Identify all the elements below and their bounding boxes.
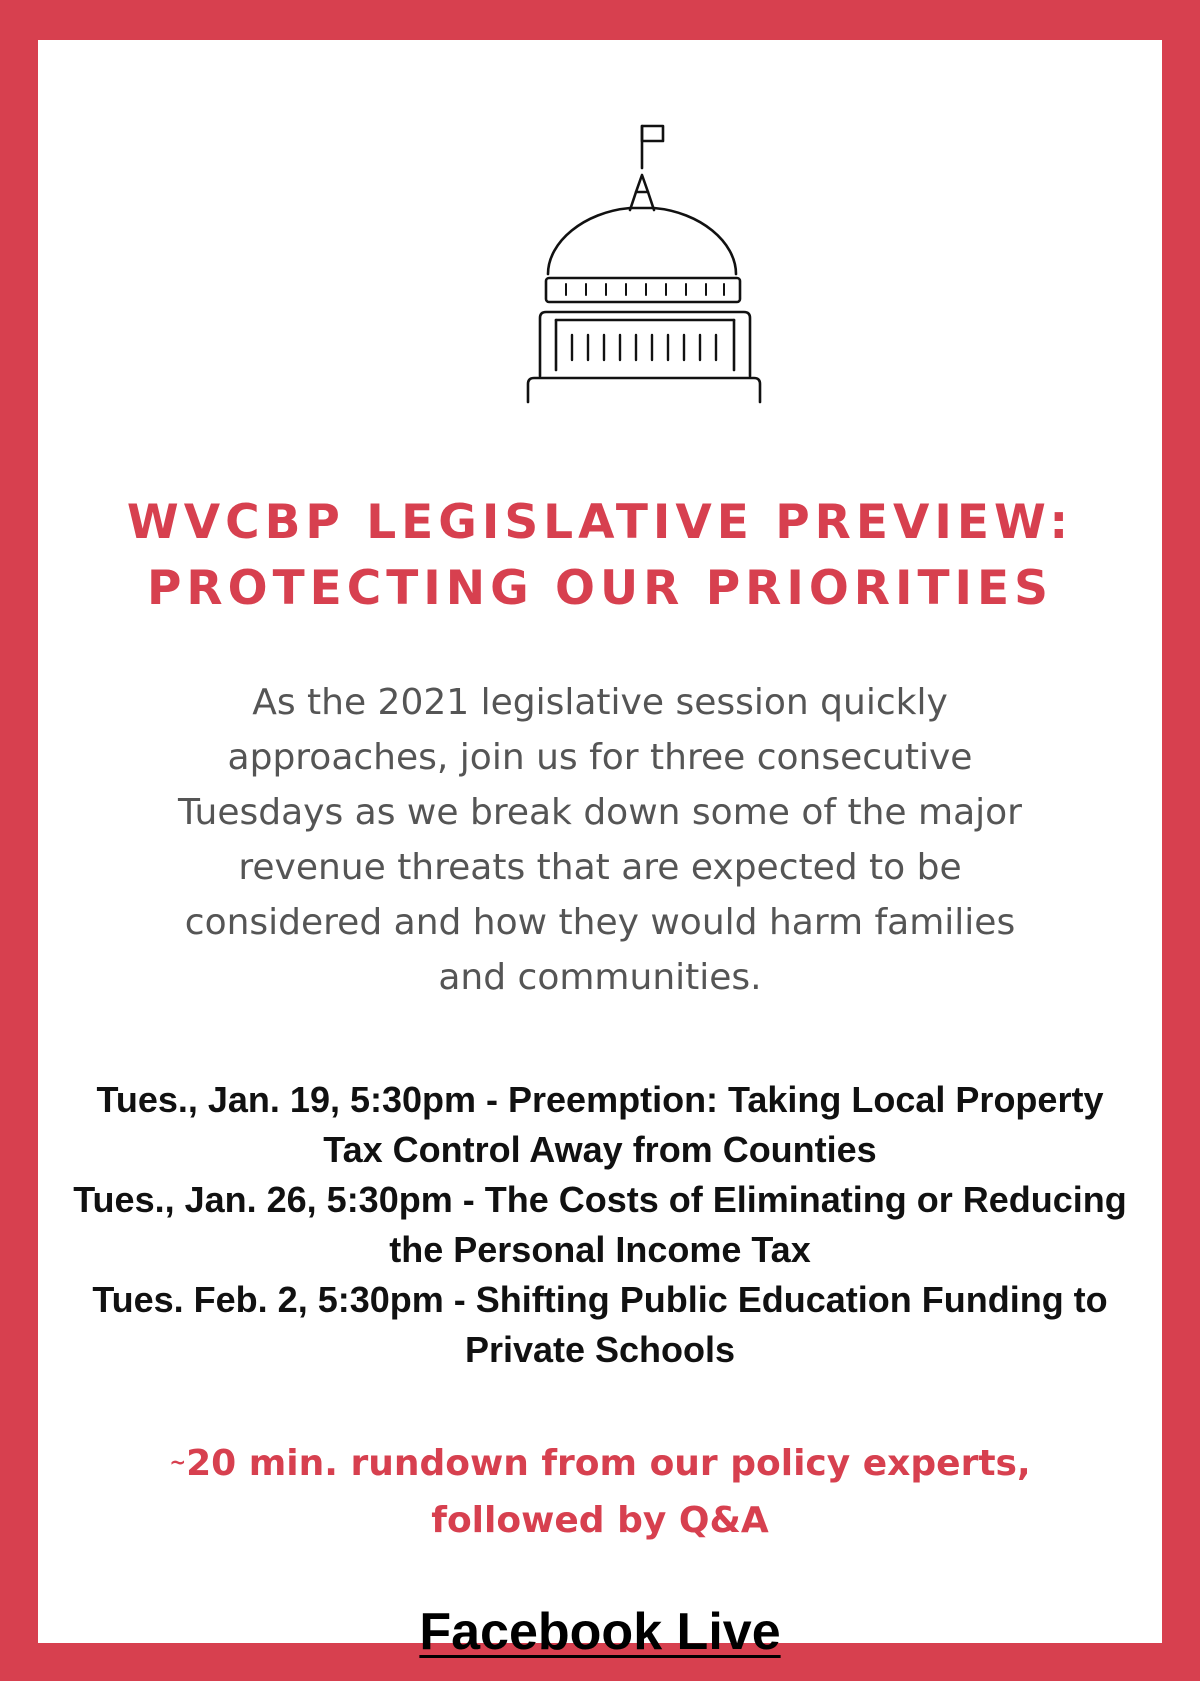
title-line-2: PROTECTING OUR PRIORITIES [146, 561, 1053, 616]
intro-line: and communities. [438, 957, 762, 998]
intro-line: considered and how they would harm families [184, 902, 1016, 943]
title-line-1: WVCBP LEGISLATIVE PREVIEW: [126, 495, 1074, 550]
facebook-live-label: Facebook Live [419, 1603, 781, 1661]
rundown-line-1 [38, 1434, 1162, 1492]
schedule-line: Tues. Feb. 2, 5:30pm - Shifting Public Education Funding to [92, 1279, 1108, 1320]
rundown-line-2: followed by Q&A [431, 1500, 769, 1541]
capitol-dome-icon [524, 80, 764, 410]
intro-line: As the 2021 legislative session quickly [252, 682, 948, 723]
intro-line: revenue threats that are expected to be [238, 847, 962, 888]
intro-paragraph [118, 675, 1082, 1005]
tilde-mark: ~ [169, 1450, 187, 1474]
rundown-text: 20 min. rundown from our policy experts, [186, 1443, 1031, 1484]
event-title [38, 490, 1162, 622]
schedule-line: Tues., Jan. 26, 5:30pm - The Costs of Eliminating or Reducing [73, 1179, 1127, 1220]
intro-line: approaches, join us for three consecutive [227, 737, 973, 778]
flyer-card [38, 40, 1162, 1661]
schedule-line: the Personal Income Tax [389, 1229, 811, 1270]
schedule-line: Tues., Jan. 19, 5:30pm - Preemption: Taking Local Property [96, 1079, 1104, 1120]
schedule-line: Private Schools [464, 1329, 736, 1370]
intro-line: Tuesdays as we break down some of the major [178, 792, 1022, 833]
format-note [38, 1434, 1162, 1549]
session-schedule [38, 1075, 1162, 1375]
platform-heading [38, 1600, 1162, 1664]
schedule-line: Tax Control Away from Counties [323, 1129, 877, 1170]
